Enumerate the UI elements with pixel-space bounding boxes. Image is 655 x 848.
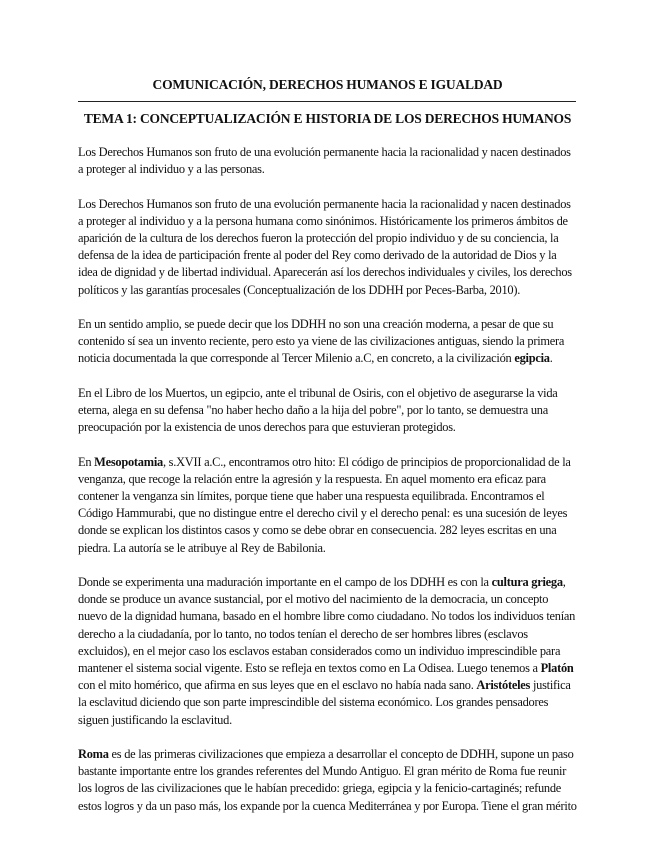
- document-title: COMUNICACIÓN, DERECHOS HUMANOS E IGUALDAD: [152, 77, 503, 92]
- bold-term-aristoteles: Aristóteles: [476, 678, 531, 693]
- paragraph-mesopotamia: [78, 454, 578, 557]
- bold-term-roma: Roma: [78, 747, 109, 762]
- document-body: [78, 144, 578, 832]
- paragraph-origins: Los Derechos Humanos son fruto de una evolución permanente hacia la racionalidad y nacen destinados a proteger al individuo y a la persona humana como sinónimos. Históricamente los primeros ámbitos de aparición de la cultura de los derechos fueron la protección del propio individuo y de su conciencia, la defensa de la idea de participación frente al poder del Rey como derivado de la autoridad de Dios y la idea de dignidad y de libertad individual. Aparecerán así los derechos individuales y civiles, los derechos políticos y las garantías procesales (Conceptualización de los DDHH por Peces-Barba, 2010).: [78, 196, 572, 297]
- title-divider: [78, 101, 576, 102]
- paragraph-book-of-dead: En el Libro de los Muertos, un egipcio, ante el tribunal de Osiris, con el objetivo de asegurarse la vida eterna, alega en su defensa "no haber hecho daño a la hija del pobre", por lo tanto, se demuestra una preocupación por la existencia de unos derechos para que estuvieran protegidos.: [78, 385, 558, 435]
- paragraph-antiquity: [78, 316, 578, 368]
- paragraph-greece: [78, 574, 578, 729]
- bold-term-mesopotamia: Mesopotamia: [94, 454, 163, 469]
- text-run: .: [549, 351, 553, 366]
- text-run: , s.XVII a.C., encontramos otro hito: El código de principios de proporcionalidad de la venganza, que recoge la relación entre la agresión y la respuesta. En aquel momento era eficaz para contener la venganza sin límites, porque tiene que haber una respuesta equilibrada. Encontramos el Código Hammurabi, que no distingue entre el derecho civil y el derecho penal: es una sucesión de leyes donde se explican los distintos casos y como se debe obrar en consecuencia. 282 leyes escritas en una piedra. La autoría se le atribuye al Rey de Babilonia.: [78, 454, 571, 555]
- text-run: es de las primeras civilizaciones que empieza a desarrollar el concepto de DDHH, supone un paso bastante importante entre los grandes referentes del Mundo Antiguo. El gran mérito de Roma fue reunir los logros de las civilizaciones que le habían precedido: griega, egipcia y la fenicio-cartaginés; refunde estos logros y da un paso más, los expande por la cuenca Mediterránea y por Europa. Tiene el gran mérito: [78, 747, 577, 813]
- bold-term-cultura-griega: cultura griega: [491, 575, 563, 589]
- text-run: Donde se experimenta una maduración importante en el campo de los DDHH es con la: [78, 575, 492, 589]
- paragraph-rome: [78, 746, 578, 815]
- text-run: justifica la esclavitud diciendo que son parte imprescindible del sistema económico. Los grandes pensadores siguen justificando la esclavitud.: [78, 678, 571, 727]
- bold-term-egipcia: egipcia: [514, 351, 550, 366]
- text-run: con el mito homérico, que afirma en sus leyes que en el esclavo no había nada sano.: [78, 678, 477, 693]
- paragraph-intro: Los Derechos Humanos son fruto de una evolución permanente hacia la racionalidad y nacen destinados a proteger al individuo y a las personas.: [78, 145, 571, 177]
- bold-term-platon: Platón: [540, 661, 574, 676]
- section-title: TEMA 1: CONCEPTUALIZACIÓN E HISTORIA DE LOS DERECHOS HUMANOS: [83, 111, 572, 126]
- text-run: , donde se produce un avance sustancial, por el motivo del nacimiento de la democracia, un concepto nuevo de la dignidad humana, basado en el hombre libre como ciudadano. No todos los individuos tenían derecho a la ciudadanía, por lo tanto, no todos tenían el derecho de ser hombres libres (esclavos excluidos), en el mejor caso los esclavos estaban considerados como un individuo imprescindible para mantener el sistema social vigente. Esto se refleja en textos como en La Odisea. Luego tenemos a: [78, 575, 576, 676]
- text-run: En un sentido amplio, se puede decir que los DDHH no son una creación moderna, a pesar de que su contenido sí sea un invento reciente, pero esto ya viene de las civilizaciones antiguas, siendo la primera noticia documentada la que corresponde al Tercer Milenio a.C, en concreto, a la civilización: [78, 317, 565, 366]
- text-run: En: [78, 454, 95, 469]
